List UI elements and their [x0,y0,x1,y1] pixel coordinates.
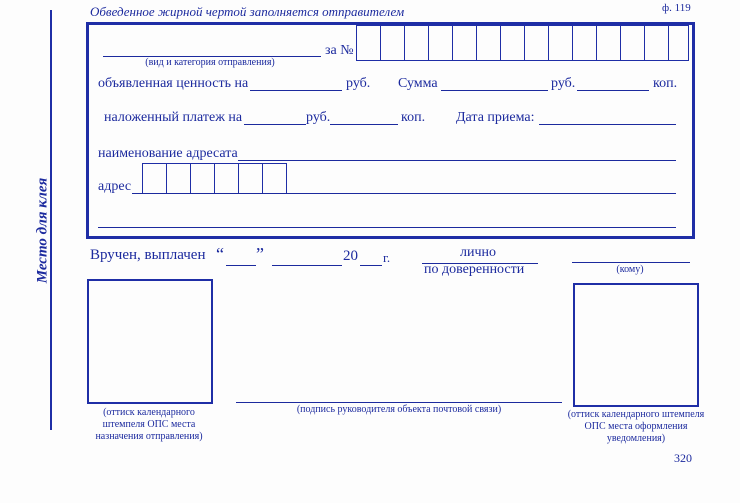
postcode-cell[interactable] [262,163,287,194]
sum-kop-field[interactable] [577,90,649,91]
right-stamp-box [573,283,699,407]
year-suffix: г. [383,250,391,265]
number-cell[interactable] [572,25,597,61]
delivery-label: Вручен, выплачен [90,247,206,263]
number-cell[interactable] [524,25,549,61]
number-cell[interactable] [452,25,477,61]
number-cell[interactable] [548,25,573,61]
date-label: Дата приема: [456,110,535,125]
number-cell[interactable] [596,25,621,61]
sum-kop: коп. [653,76,678,91]
number-label: за № [325,43,354,58]
cod-kop-field[interactable] [330,124,398,125]
year-field[interactable] [360,265,382,266]
open-quote: “ [216,244,224,264]
item-kind-caption: (вид и категория отправления) [145,57,275,68]
addressee-field[interactable] [238,160,676,161]
signature-caption: (подпись руководителя объекта почтовой связи) [296,404,502,415]
by-proxy-label: по доверенности [424,262,525,277]
number-cell[interactable] [356,25,381,61]
cod-rub-field[interactable] [244,124,306,125]
signature-field[interactable] [236,402,562,403]
postcode-cell[interactable] [142,163,167,194]
cod-kop: коп. [401,110,426,125]
close-quote: ” [256,244,264,264]
address-field[interactable] [132,193,676,194]
postcode-cell[interactable] [190,163,215,194]
date-field[interactable] [539,124,676,125]
year-prefix: 20 [343,248,358,264]
declared-value-label: объявленная ценность на [98,76,249,91]
address-field-line-2[interactable] [98,227,676,228]
number-cell[interactable] [500,25,525,61]
page-number: 320 [674,451,692,465]
number-cell[interactable] [668,25,689,61]
sender-instruction: Обведенное жирной чертой заполняется отправителем [90,4,405,19]
postcode-cell[interactable] [214,163,239,194]
number-cell[interactable] [380,25,405,61]
month-field[interactable] [272,265,342,266]
personally-label: лично [460,245,497,260]
postcode-cell[interactable] [238,163,263,194]
number-cell[interactable] [476,25,501,61]
left-stamp-caption: (оттиск календарного штемпеля ОПС места назначения отправления) [95,407,203,442]
address-label: адрес [98,179,132,194]
postcode-cell[interactable] [166,163,191,194]
declared-value-field[interactable] [250,90,342,91]
number-cell[interactable] [428,25,453,61]
right-stamp-caption: (оттиск календарного штемпеля ОПС места оформления уведомления) [567,409,705,444]
left-stamp-box [87,279,213,404]
day-field[interactable] [226,265,256,266]
form-code: ф. 119 [662,2,691,14]
number-cell[interactable] [644,25,669,61]
sum-rub: руб. [551,76,576,91]
number-cell[interactable] [404,25,429,61]
cod-rub: руб. [306,110,331,125]
to-whom-caption: (кому) [616,264,644,275]
glue-area-label: Место для клея [34,177,51,284]
sum-label: Сумма [398,76,438,91]
declared-value-rub: руб. [346,76,371,91]
addressee-label: наименование адресата [98,146,238,161]
to-whom-field[interactable] [572,262,690,263]
sum-rub-field[interactable] [441,90,548,91]
cod-label: наложенный платеж на [104,110,243,125]
number-cell[interactable] [620,25,645,61]
